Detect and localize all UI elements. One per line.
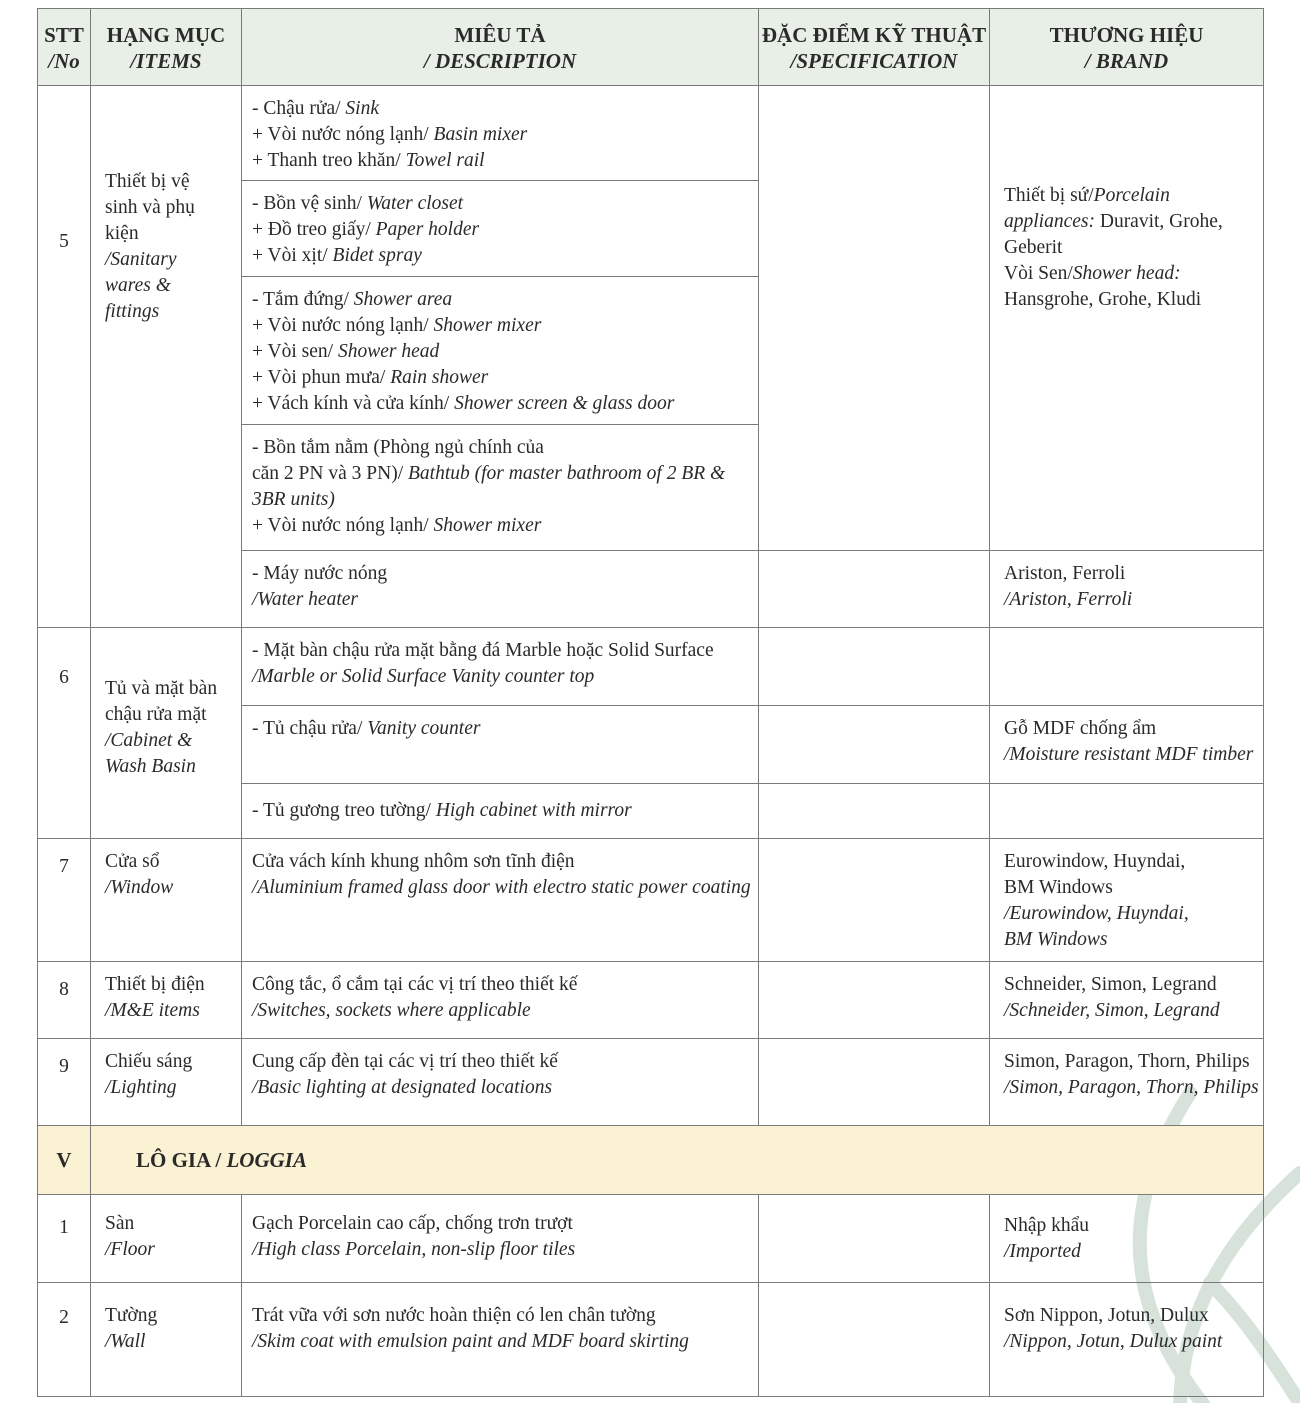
brand-cell: Ariston, Ferroli /Ariston, Ferroli bbox=[990, 551, 1264, 628]
description-cell: - Chậu rửa/ Sink + Vòi nước nóng lạnh/ Basin mixer + Thanh treo khăn/ Towel rail bbox=[242, 86, 759, 181]
section-row-loggia bbox=[38, 1126, 1264, 1195]
specification-cell bbox=[759, 706, 990, 784]
specification-cell bbox=[759, 962, 990, 1039]
specification-cell bbox=[759, 628, 990, 706]
item-cell: Cửa sổ /Window bbox=[91, 839, 242, 962]
table-row bbox=[38, 1283, 1264, 1397]
table-row bbox=[38, 1195, 1264, 1283]
table-row bbox=[38, 86, 1264, 181]
row-number: 9 bbox=[38, 1039, 91, 1126]
table-row bbox=[38, 628, 1264, 706]
brand-cell: Simon, Paragon, Thorn, Philips /Simon, Paragon, Thorn, Philips bbox=[990, 1039, 1264, 1126]
specification-cell bbox=[759, 1283, 990, 1397]
brand-cell: Schneider, Simon, Legrand /Schneider, Simon, Legrand bbox=[990, 962, 1264, 1039]
description-cell: - Tủ chậu rửa/ Vanity counter bbox=[242, 706, 759, 784]
header-items: HẠNG MỤC /ITEMS bbox=[91, 9, 242, 86]
brand-cell: Gỗ MDF chống ẩm /Moisture resistant MDF timber bbox=[990, 706, 1264, 784]
description-cell: - Bồn vệ sinh/ Water closet + Đồ treo giấy/ Paper holder + Vòi xịt/ Bidet spray bbox=[242, 181, 759, 277]
description-cell: - Máy nước nóng /Water heater bbox=[242, 551, 759, 628]
row-number: 1 bbox=[38, 1195, 91, 1283]
description-cell: - Mặt bàn chậu rửa mặt bằng đá Marble hoặc Solid Surface /Marble or Solid Surface Vanity counter top bbox=[242, 628, 759, 706]
description-cell: - Tắm đứng/ Shower area + Vòi nước nóng lạnh/ Shower mixer + Vòi sen/ Shower head + Vòi phun mưa/ Rain shower + Vách kính và cửa kính/ Shower screen & glass door bbox=[242, 277, 759, 425]
description-cell: Trát vữa với sơn nước hoàn thiện có len chân tường /Skim coat with emulsion paint and MDF board skirting bbox=[242, 1283, 759, 1397]
description-cell: - Bồn tắm nằm (Phòng ngủ chính của căn 2 PN và 3 PN)/ Bathtub (for master bathroom of 2 BR & 3BR units) + Vòi nước nóng lạnh/ Shower mixer bbox=[242, 425, 759, 551]
brand-cell: Eurowindow, Huyndai, BM Windows /Eurowindow, Huyndai, BM Windows bbox=[990, 839, 1264, 962]
item-cell: Tủ và mặt bàn chậu rửa mặt /Cabinet & Wash Basin bbox=[91, 628, 242, 839]
item-cell: Chiếu sáng /Lighting bbox=[91, 1039, 242, 1126]
table-row bbox=[38, 839, 1264, 962]
specification-cell bbox=[759, 551, 990, 628]
specification-cell bbox=[759, 86, 990, 551]
header-no: STT /No bbox=[38, 9, 91, 86]
item-cell: Tường /Wall bbox=[91, 1283, 242, 1397]
row-number: 7 bbox=[38, 839, 91, 962]
specification-cell bbox=[759, 784, 990, 839]
header-description: MIÊU TẢ / DESCRIPTION bbox=[242, 9, 759, 86]
item-cell: Thiết bị điện /M&E items bbox=[91, 962, 242, 1039]
description-cell: Công tắc, ổ cắm tại các vị trí theo thiết kế /Switches, sockets where applicable bbox=[242, 962, 759, 1039]
brand-cell: Thiết bị sứ/Porcelain appliances: Duravit, Grohe, Geberit Vòi Sen/Shower head: Hansgrohe, Grohe, Kludi bbox=[990, 86, 1264, 551]
brand-cell bbox=[990, 628, 1264, 706]
description-cell: Gạch Porcelain cao cấp, chống trơn trượt /High class Porcelain, non-slip floor tiles bbox=[242, 1195, 759, 1283]
specification-cell bbox=[759, 1039, 990, 1126]
table-row bbox=[38, 962, 1264, 1039]
brand-cell: Sơn Nippon, Jotun, Dulux /Nippon, Jotun, Dulux paint bbox=[990, 1283, 1264, 1397]
item-cell: Thiết bị vệ sinh và phụ kiện /Sanitary wares & fittings bbox=[91, 86, 242, 628]
table-header-row bbox=[38, 9, 1264, 86]
brand-cell: Nhập khẩu /Imported bbox=[990, 1195, 1264, 1283]
section-title: LÔ GIA / LOGGIA bbox=[91, 1126, 1264, 1195]
description-cell: Cửa vách kính khung nhôm sơn tĩnh điện /Aluminium framed glass door with electro static power coating bbox=[242, 839, 759, 962]
row-number: 5 bbox=[38, 86, 91, 628]
item-cell: Sàn /Floor bbox=[91, 1195, 242, 1283]
header-brand: THƯƠNG HIỆU / BRAND bbox=[990, 9, 1264, 86]
description-cell: Cung cấp đèn tại các vị trí theo thiết kế /Basic lighting at designated locations bbox=[242, 1039, 759, 1126]
row-number: 8 bbox=[38, 962, 91, 1039]
specification-cell bbox=[759, 1195, 990, 1283]
specification-cell bbox=[759, 839, 990, 962]
row-number: 2 bbox=[38, 1283, 91, 1397]
specification-table bbox=[37, 8, 1264, 1397]
section-number: V bbox=[38, 1126, 91, 1195]
row-number: 6 bbox=[38, 628, 91, 839]
header-specification: ĐẶC ĐIỂM KỸ THUẬT /SPECIFICATION bbox=[759, 9, 990, 86]
brand-cell bbox=[990, 784, 1264, 839]
table-row bbox=[38, 1039, 1264, 1126]
description-cell: - Tủ gương treo tường/ High cabinet with mirror bbox=[242, 784, 759, 839]
